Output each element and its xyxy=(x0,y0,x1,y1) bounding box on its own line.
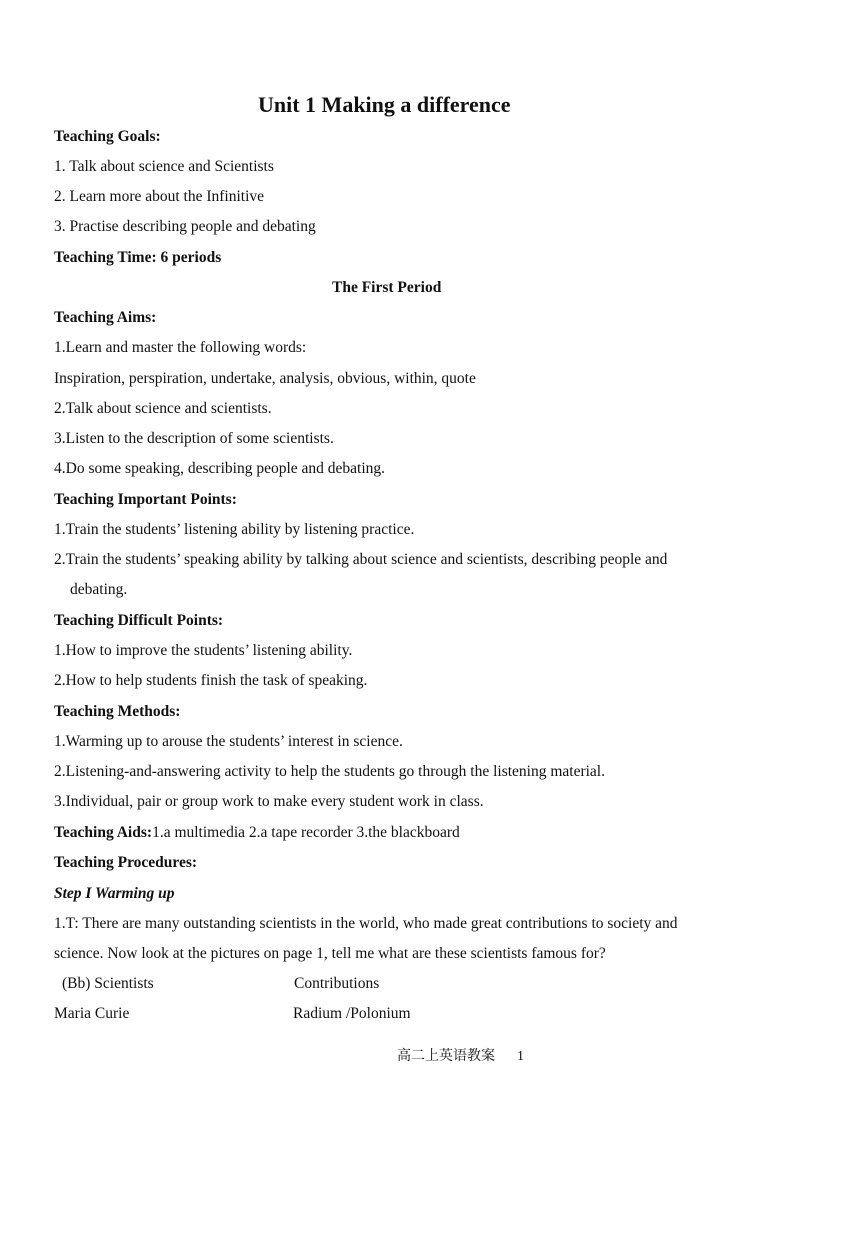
procedures-heading: Teaching Procedures: xyxy=(54,854,198,871)
aim-item-2: 2.Talk about science and scientists. xyxy=(54,400,272,417)
method-3: 3.Individual, pair or group work to make every student work in class. xyxy=(54,793,484,810)
teaching-aids xyxy=(54,823,460,843)
teaching-goals-heading: Teaching Goals: xyxy=(54,128,161,145)
goal-item-1: 1. Talk about science and Scientists xyxy=(54,158,274,175)
difficult-point-1: 1.How to improve the students’ listening ability. xyxy=(54,642,353,659)
table-header-contributions: Contributions xyxy=(294,975,380,992)
document-title: Unit 1 Making a difference xyxy=(258,92,511,117)
step1-heading: Step I Warming up xyxy=(54,885,175,902)
teaching-aids-text: 1.a multimedia 2.a tape recorder 3.the blackboard xyxy=(152,824,460,841)
table-header-scientists: (Bb) Scientists xyxy=(62,975,154,992)
important-point-2: 2.Train the students’ speaking ability by talking about science and scientists, describing people and xyxy=(54,551,668,568)
teaching-time: Teaching Time: 6 periods xyxy=(54,249,222,266)
aim-item-4: 4.Do some speaking, describing people and debating. xyxy=(54,460,386,477)
important-point-2-continued: debating. xyxy=(70,581,128,598)
aim-item-1: 1.Learn and master the following words: xyxy=(54,339,307,356)
methods-heading: Teaching Methods: xyxy=(54,703,181,720)
aim-words: Inspiration, perspiration, undertake, analysis, obvious, within, quote xyxy=(54,370,476,387)
teaching-aims-heading: Teaching Aims: xyxy=(54,309,157,326)
step1-line-2: science. Now look at the pictures on page 1, tell me what are these scientists famous for? xyxy=(54,945,606,962)
teaching-aids-label: Teaching Aids: xyxy=(54,824,153,841)
important-point-1: 1.Train the students’ listening ability by listening practice. xyxy=(54,521,415,538)
page-footer xyxy=(397,1045,524,1065)
method-1: 1.Warming up to arouse the students’ interest in science. xyxy=(54,733,403,750)
step1-line-1: 1.T: There are many outstanding scientists in the world, who made great contributions to society and xyxy=(54,915,678,932)
method-2: 2.Listening-and-answering activity to help the students go through the listening material. xyxy=(54,763,605,780)
footer-label: 高二上英语教案 xyxy=(397,1048,495,1064)
important-points-heading: Teaching Important Points: xyxy=(54,491,237,508)
goal-item-3: 3. Practise describing people and debating xyxy=(54,218,316,235)
table-row1-contribution: Radium /Polonium xyxy=(293,1005,411,1022)
table-row1-scientist: Maria Curie xyxy=(54,1005,130,1022)
period-title: The First Period xyxy=(332,279,442,296)
difficult-point-2: 2.How to help students finish the task of speaking. xyxy=(54,672,368,689)
aim-item-3: 3.Listen to the description of some scientists. xyxy=(54,430,334,447)
page-number: 1 xyxy=(517,1049,524,1064)
difficult-points-heading: Teaching Difficult Points: xyxy=(54,612,224,629)
goal-item-2: 2. Learn more about the Infinitive xyxy=(54,188,265,205)
